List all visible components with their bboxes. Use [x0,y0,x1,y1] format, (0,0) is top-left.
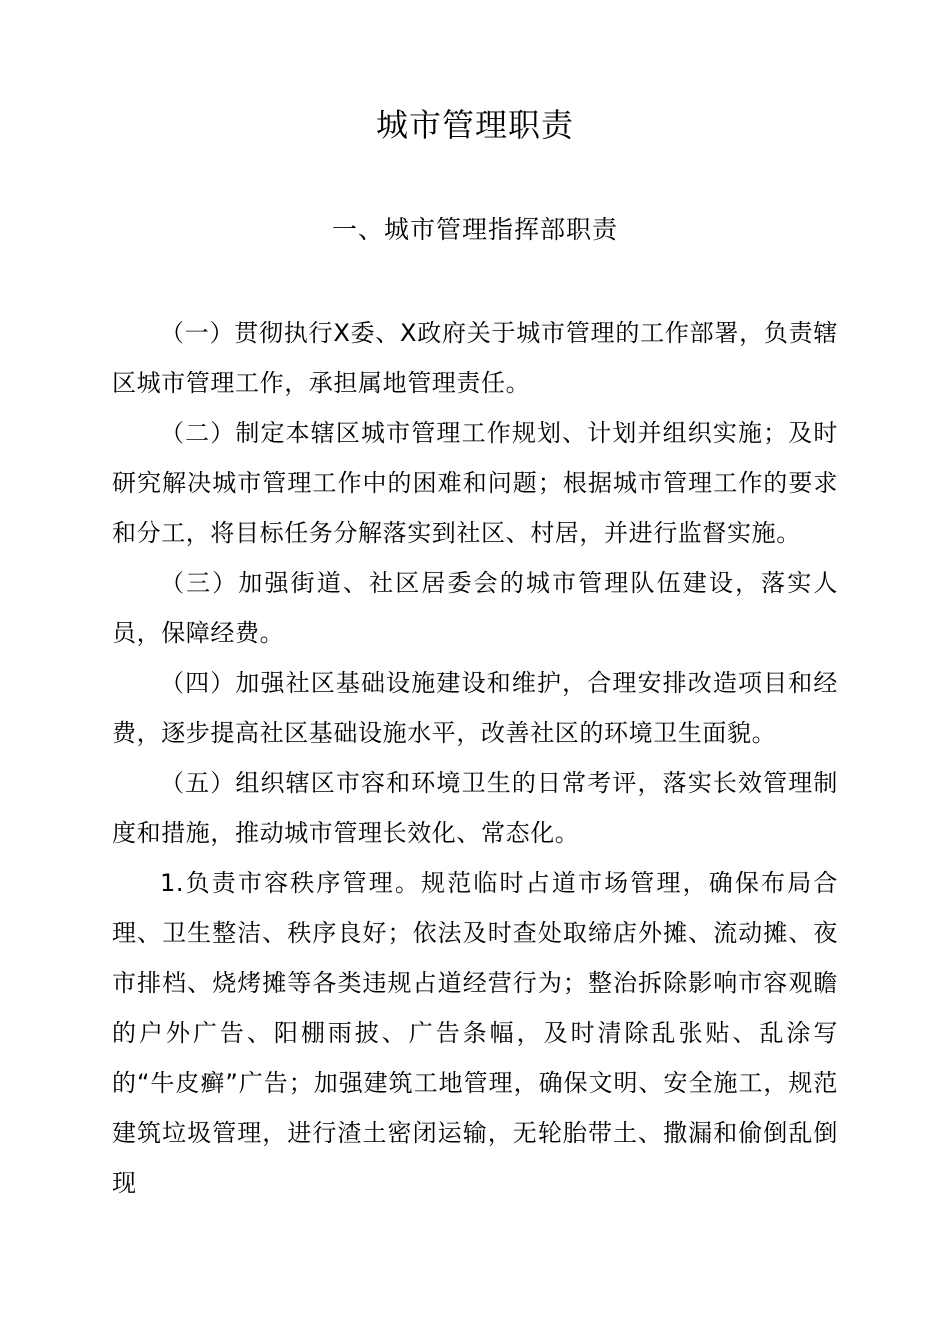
paragraph-6: 1.负责市容秩序管理。规范临时占道市场管理，确保布局合理、卫生整洁、秩序良好；依法及时查处取缔店外摊、流动摊、夜市排档、烧烤摊等各类违规占道经营行为；整治拆除影响市容观瞻的户外广告、阳棚雨披、广告条幅，及时清除乱张贴、乱涂写的“牛皮癣”广告；加强建筑工地管理，确保文明、安全施工，规范建筑垃圾管理，进行渣土密闭运输，无轮胎带土、撒漏和偷倒乱倒现 [112,869,838,1197]
paragraph-2: （二）制定本辖区城市管理工作规划、计划并组织实施；及时研究解决城市管理工作中的困难和问题；根据城市管理工作的要求和分工，将目标任务分解落实到社区、村居，并进行监督实施。 [112,419,838,547]
paragraph-4: （四）加强社区基础设施建设和维护，合理安排改造项目和经费，逐步提高社区基础设施水平，改善社区的环境卫生面貌。 [112,669,838,747]
document-body [112,308,838,1208]
paragraph-5: （五）组织辖区市容和环境卫生的日常考评，落实长效管理制度和措施，推动城市管理长效化、常态化。 [112,769,838,847]
paragraph-1: （一）贯彻执行X委、X政府关于城市管理的工作部署，负责辖区城市管理工作，承担属地管理责任。 [112,319,838,397]
section-heading: 一、城市管理指挥部职责 [331,215,618,244]
paragraph-3: （三）加强街道、社区居委会的城市管理队伍建设，落实人员，保障经费。 [112,569,838,647]
document-title: 城市管理职责 [375,106,574,144]
